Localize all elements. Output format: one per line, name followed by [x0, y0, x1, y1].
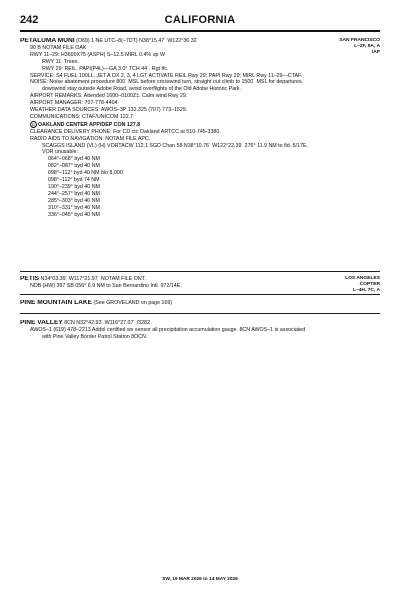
oakland-center: [20, 121, 380, 129]
oakland-center-text: OAKLAND CENTER APP/DEP CON 127.8: [38, 121, 141, 128]
communications: COMMUNICATIONS: CTAF/UNICOM 122.7: [30, 113, 134, 120]
chart-copter: COPTER: [359, 282, 380, 288]
airport-ident: (O69): [76, 38, 90, 44]
chart-name: LOS ANGELES: [345, 276, 380, 281]
runway-info: RWY 11–29: H3600X75 (ASPH) S–12.5 MIRL 0.4% up W: [30, 51, 165, 58]
weather-sources: WEATHER DATA SOURCES: AWOS–3P 132.325 (707) 773–1529.: [30, 107, 188, 114]
petis-heading: [20, 276, 380, 283]
petis-details: N34°03.39´ W117°21.97´ NOTAM FILE ONT.: [40, 276, 146, 282]
runway-29: RWY 29: REIL. PAPI(P4L)—GA 3.0° TCH 44´. Rgt tfc.: [42, 65, 169, 72]
pine-valley-awos: AWOS–1 (619) 478–2213 Addnl certified wx sensor all precipitation accumulation gauge. 8CN AWOS–1 is associated: [30, 326, 306, 333]
noise-info-cont: downwind stay outside Adobe Road, avoid overflights of the Old Adobe Historic Park.: [42, 86, 242, 93]
footer-dates: SW, 19 MAR 2026 to 14 MAY 2026: [162, 577, 238, 582]
entry-petis: [20, 276, 380, 293]
vor-item: 310°–331° byd 40 NM: [48, 204, 100, 211]
vor-item: 336°–045° byd 40 NM: [48, 211, 100, 218]
vor-item: 098°–112° byd 40 NM blo 8,000´: [48, 170, 125, 177]
runway-11: RWY 11: Trees.: [42, 58, 79, 65]
airport-manager: AIRPORT MANAGER: 707-778-4404: [30, 100, 118, 107]
chart-name: SAN FRANCISCO: [339, 38, 380, 43]
scaggs-vortac: SCAGGS ISLAND (VL) (H) VORTACW 112.1 SGD Chan 58 N38°10.76´ W122°22.39´ 276° 11.9 NM to fld. 5/17E.: [42, 142, 308, 149]
clearance-delivery: CLEARANCE DELIVERY PHONE: For CD ctc Oakland ARTCC at 510-745-3380.: [30, 128, 221, 135]
chart-series: L–2F, 5A, A: [354, 44, 380, 50]
divider: [20, 271, 380, 272]
pine-valley-details: 8CN N32°42.93´ W116°27.07´ /3282: [64, 320, 150, 326]
pine-valley-heading: [20, 320, 380, 327]
chart-ref: [339, 38, 380, 57]
vor-item: 098°–112° byd 74 NM: [48, 177, 100, 184]
vor-item: 064°–068° byd 40 NM: [48, 156, 100, 163]
vor-unusable: VOR unusable:: [42, 149, 78, 156]
state-title: CALIFORNIA: [164, 14, 236, 26]
divider: [20, 294, 380, 295]
divider: [20, 313, 380, 314]
circle-c-icon: C: [30, 121, 37, 128]
entry-pine-mountain-lake: [20, 300, 380, 307]
noise-info: NOISE: Noise abatement procedure 800´ MSL before crosswind turn, straight out climb to 1500´ MSL for departures,: [30, 79, 304, 86]
airport-heading: [20, 38, 380, 45]
pine-valley-name: PINE VALLEY: [20, 320, 63, 326]
radio-aids: RADIO AIDS TO NAVIGATION: NOTAM FILE APC.: [30, 135, 151, 142]
vor-item: 244°–257° byd 40 NM: [48, 190, 100, 197]
vor-item: 285°–303° byd 40 NM: [48, 197, 100, 204]
vor-item: 082°–087° byd 40 NM: [48, 163, 100, 170]
entry-pine-valley: [20, 320, 380, 341]
airport-remarks: AIRPORT REMARKS: Attended 1600–0100Z‡. Calm wind Rwy 29.: [30, 93, 188, 100]
chart-ref: [345, 276, 380, 292]
airport-details: 1 NE UTC–8(–7DT) N38°15.47´ W122°36.32´: [91, 38, 199, 44]
pine-mountain-heading: [20, 300, 380, 307]
pine-mountain-name: PINE MOUNTAIN LAKE: [20, 300, 93, 306]
entry-petaluma-muni: [20, 38, 380, 218]
header-rule: [20, 30, 380, 32]
petis-name: PETIS: [20, 276, 40, 282]
airport-elevation: 90 B NOTAM FILE OAK: [30, 44, 87, 51]
chart-iap: IAP: [371, 50, 380, 56]
pine-valley-awos-cont: with Pine Valley Border Patrol Station 8OCN.: [42, 333, 148, 340]
page-number: 242: [20, 14, 39, 26]
pine-mountain-details: (See GROVELAND on page 169): [93, 300, 173, 306]
service-info: SERVICE: S4 FUEL 100LL, JET A OX 2, 3, 4 LGT ACTIVATE REIL Rwy 29; PAPI Rwy 29; MIRL Rwy 11–29—CTAF.: [30, 72, 303, 79]
petis-ndb: NDB (HW) 397 SB 056° 6.9 NM to San Bernardino Intl. 972/14E.: [30, 282, 182, 289]
vor-item: 190°–239° byd 40 NM: [48, 183, 100, 190]
chart-series: L–4H, 7C, A: [353, 288, 380, 293]
airport-name: PETALUMA MUNI: [20, 38, 75, 44]
